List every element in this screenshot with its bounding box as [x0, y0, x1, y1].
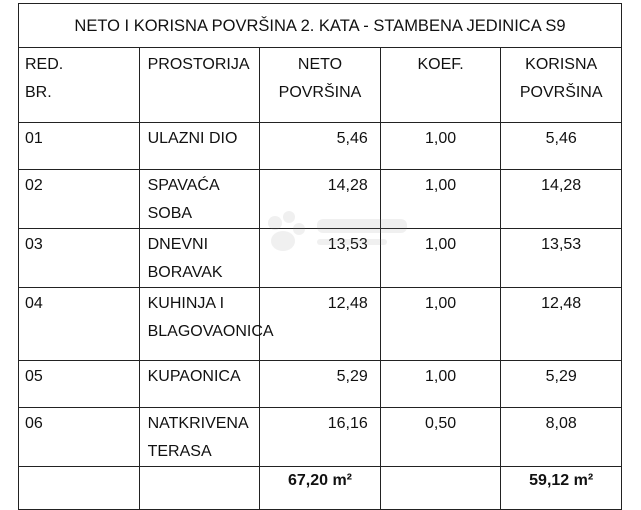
table-row	[19, 408, 622, 467]
table-row	[19, 361, 622, 408]
koef-value: 1,00	[380, 170, 501, 229]
room-name: SPAVAĆA SOBA	[139, 170, 260, 229]
totals-empty-cell	[139, 467, 260, 510]
area-table-container	[18, 3, 622, 510]
row-number: 04	[19, 288, 140, 361]
header-red-br-line2: BR.	[25, 84, 52, 101]
total-neto: 67,20 m²	[260, 467, 381, 510]
room-name-line1: KUHINJA I	[147, 295, 225, 312]
table-title: NETO I KORISNA POVRŠINA 2. KATA - STAMBENA JEDINICA S9	[19, 4, 622, 48]
total-korisna: 59,12 m²	[501, 467, 622, 510]
korisna-value: 13,53	[501, 229, 622, 288]
header-koef: KOEF.	[380, 48, 501, 123]
totals-empty-cell	[19, 467, 140, 510]
neto-value: 5,29	[260, 361, 381, 408]
neto-value: 5,46	[260, 123, 381, 170]
row-number: 02	[19, 170, 140, 229]
totals-empty-cell	[380, 467, 501, 510]
koef-value: 1,00	[380, 361, 501, 408]
header-red-br-line1: RED.	[25, 56, 64, 73]
header-row	[19, 48, 622, 123]
header-korisna-line2: POVRŠINA	[519, 84, 603, 101]
header-red-br	[19, 48, 140, 123]
header-korisna-line1: KORISNA	[525, 56, 598, 73]
neto-value: 14,28	[260, 170, 381, 229]
table-row	[19, 229, 622, 288]
korisna-value: 14,28	[501, 170, 622, 229]
koef-value: 1,00	[380, 288, 501, 361]
row-number: 03	[19, 229, 140, 288]
area-table	[18, 3, 622, 510]
header-neto	[260, 48, 381, 123]
korisna-value: 5,29	[501, 361, 622, 408]
row-number: 05	[19, 361, 140, 408]
header-neto-line2: POVRŠINA	[278, 84, 362, 101]
koef-value: 1,00	[380, 229, 501, 288]
koef-value: 0,50	[380, 408, 501, 467]
row-number: 06	[19, 408, 140, 467]
row-number: 01	[19, 123, 140, 170]
korisna-value: 8,08	[501, 408, 622, 467]
header-korisna	[501, 48, 622, 123]
neto-value: 12,48	[260, 288, 381, 361]
totals-row	[19, 467, 622, 510]
room-name: ULAZNI DIO	[139, 123, 260, 170]
korisna-value: 12,48	[501, 288, 622, 361]
neto-value: 16,16	[260, 408, 381, 467]
room-name-line2: BLAGOVAONICA	[147, 323, 274, 340]
room-name: KUPAONICA	[139, 361, 260, 408]
korisna-value: 5,46	[501, 123, 622, 170]
table-row	[19, 123, 622, 170]
neto-value: 13,53	[260, 229, 381, 288]
header-neto-line1: NETO	[297, 56, 343, 73]
table-row	[19, 288, 622, 361]
room-name: DNEVNI BORAVAK	[139, 229, 260, 288]
koef-value: 1,00	[380, 123, 501, 170]
room-name	[139, 288, 274, 361]
table-row	[19, 170, 622, 229]
header-prostorija: PROSTORIJA	[139, 48, 260, 123]
room-name: NATKRIVENA TERASA	[139, 408, 260, 467]
